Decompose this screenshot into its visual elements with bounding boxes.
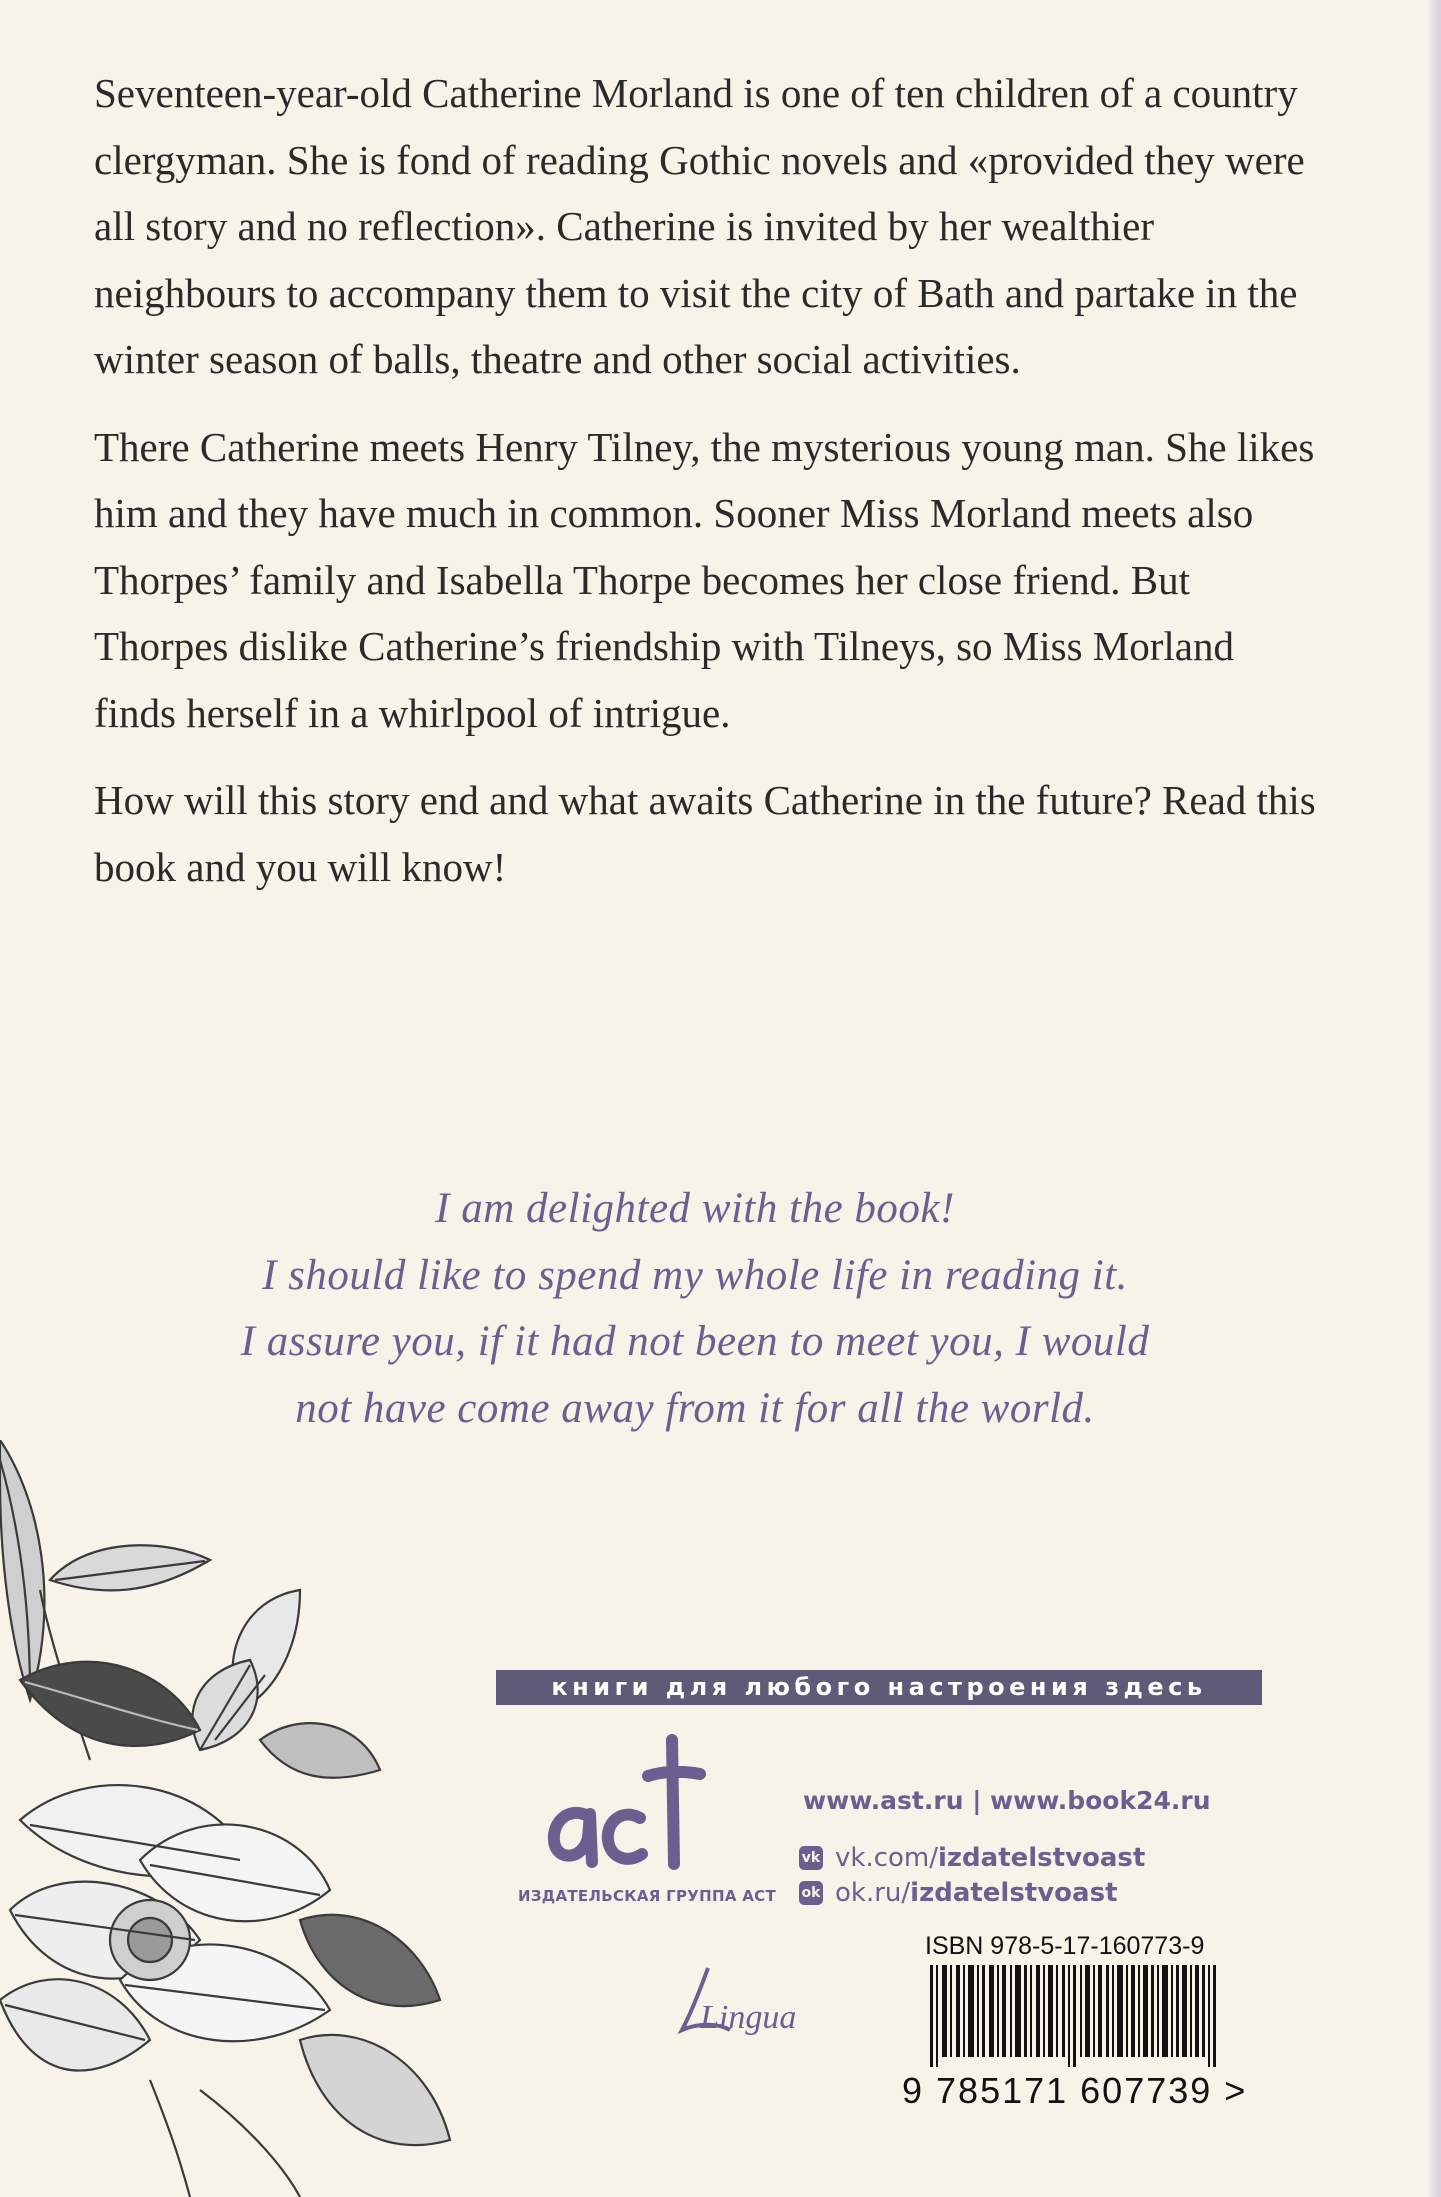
ast-caption: ИЗДАТЕЛЬСКАЯ ГРУППА АСТ — [518, 1887, 777, 1905]
quote-line: I am delighted with the book! — [435, 1185, 955, 1232]
barcode-digits: 9 785171 607739 > — [902, 2070, 1248, 2111]
quote — [120, 1176, 1270, 1442]
ast-logo[interactable] — [540, 1726, 720, 1876]
vk-prefix: vk.com/ — [835, 1843, 938, 1873]
ok-handle: izdatelstvoast — [910, 1878, 1118, 1908]
quote-line: not have come away from it for all the world. — [295, 1384, 1095, 1432]
tagline-banner: книги для любого настроения здесь — [496, 1670, 1262, 1705]
ok-icon: ok — [799, 1881, 823, 1905]
spine-edge — [1427, 0, 1441, 2197]
magnolia-illustration — [0, 1440, 480, 2197]
vk-icon: vk — [799, 1846, 823, 1870]
blurb-paragraph-2: There Catherine meets Henry Tilney, the mysterious young man. She likes him and they have much in common. Sooner Miss Morland meets also Thorpes’ family and Isabella Thorpe becomes her close friend. But Thorpes dislike Catherine’s friendship with Tilneys, so Miss Morland finds herself in a whirlpool of intrigue. — [94, 423, 1315, 736]
isbn-label: ISBN 978-5-17-160773-9 — [925, 1932, 1205, 1960]
vk-handle: izdatelstvoast — [938, 1843, 1146, 1873]
ok-link[interactable] — [799, 1878, 1118, 1908]
blurb — [94, 60, 1324, 921]
lingua-logo — [660, 1960, 820, 2050]
lingua-text: Lingua — [700, 1999, 797, 2036]
vk-link[interactable] — [799, 1843, 1145, 1873]
ok-prefix: ok.ru/ — [835, 1878, 911, 1908]
quote-line: I should like to spend my whole life in reading it. — [262, 1251, 1128, 1299]
barcode — [930, 1965, 1230, 2067]
website-links[interactable]: www.ast.ru | www.book24.ru — [803, 1786, 1211, 1815]
quote-line: I assure you, if it had not been to meet you, I would — [240, 1318, 1150, 1365]
blurb-paragraph-3: How will this story end and what awaits Catherine in the future? Read this book and you will know! — [94, 777, 1316, 890]
blurb-paragraph-1: Seventeen-year-old Catherine Morland is one of ten children of a country clergyman. She is fond of reading Gothic novels and «provided they were all story and no reflection». Catherine is invited by her wealthier neighbours to accompany them to visit the city of Bath and partake in the winter season of balls, theatre and other social activities. — [94, 70, 1305, 382]
